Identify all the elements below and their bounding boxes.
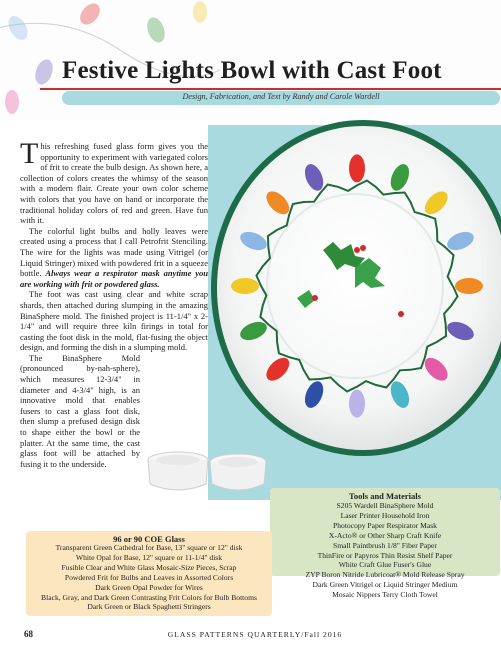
article-title: Festive Lights Bowl with Cast Foot [62,57,442,84]
binasphere-mold-photo [142,438,272,502]
tools-item: Small Paintbrush 1/8" Fiber Paper [333,540,437,550]
tools-item: Mosaic Nippers Terry Cloth Towel [332,590,438,600]
article-subtitle: Design, Fabrication, and Text by Randy and Carole Wardell [182,92,380,101]
tools-item: ZYP Boron Nitride Lubricoat® Mold Release Spray [305,570,465,580]
tools-list [270,501,500,600]
bowl-photo [205,118,501,464]
tools-item: Dark Green Vitrigel or Liquid Stringer Medium [312,580,458,590]
body-paragraph-4: The BinaSphere Mold (pronounced by-nah-sphere), which measures 12-3/4" in diameter and 4-3/4" high, is an innovative mold that enables fusers to cast a glass foot disk, then slump a prefused design disk to shape either the bowl or the platter. At the same time, the cast glass foot will be attached by fusing it to the underside. [20,352,140,469]
light-bulb [349,390,365,418]
glass-list [26,543,272,612]
tools-item: White Craft Glue Fuser's Glue [338,560,432,570]
tools-item: Laser Printer Household Iron [340,510,430,520]
tools-item: X-Acto® or Other Sharp Craft Knife [328,530,442,540]
tools-item: S205 Wardell BinaSphere Mold [336,501,434,510]
body-paragraph-3: The foot was cast using clear and white scrap shards, then attached during slumping in the amazing BinaSphere mold. The finished project is 11-1/4" x 2-1/4" and will require three kiln firings in total for casting the foot disk in the mold, flat-fusing the object design, and forming the dish in a slumping mold. [20,289,208,353]
glass-item: Black, Gray, and Dark Green Contrasting Frit Colors for Bulb Bottoms [41,592,257,602]
glass-item: Powdered Frit for Bulbs and Leaves in Assorted Colors [64,572,234,582]
glass-item: Fusible Clear and White Glass Mosaic-Size Pieces, Scrap [61,562,237,572]
glass-item: Dark Green or Black Spaghetti Stringers [87,602,211,612]
glass-item: Dark Green Opal Powder for Wires [95,582,203,592]
safety-warning: Always wear a respirator mask anytime you are working with frit or powdered glass. [20,268,208,289]
tools-item: Photocopy Paper Respirator Mask [333,520,437,530]
glass-item: White Opal for Base, 12" square or 11-1/4" disk [75,552,223,562]
body-paragraph-2: The colorful light bulbs and holly leaves were created using a process that I call Petrofrit Stenciling. The wire for the lights was made using Vitrigel (or Liquid Stringer) mixed with powdered frit in a squeeze bottle. [20,225,208,279]
glass-title: 96 or 90 COE Glass [113,534,185,544]
glass-item: Transparent Green Cathedral for Base, 13" square or 12" disk [55,543,243,552]
light-bulb [349,154,365,182]
light-bulb [455,278,483,294]
drop-cap: T [20,137,39,170]
publication-footer: GLASS PATTERNS QUARTERLY/Fall 2016 [167,630,343,639]
tools-item: ThinFire or Papyros Thin Resist Shelf Paper [317,550,453,560]
light-bulb [231,278,259,294]
tools-title: Tools and Materials [349,491,421,501]
title-rule [40,88,501,90]
body-paragraph-1: his refreshing fused glass form gives you the opportunity to experiment with variegated colors of frit to create the bulb design. As shown here, a collection of colors creates the whimsy of the season with a modern flair. Create your own color scheme with colors that you have on hand or incorporate the traditional holiday colors of red and green. Have fun with it. [20,141,208,226]
article-body [20,137,208,469]
page-number: 68 [24,629,33,639]
